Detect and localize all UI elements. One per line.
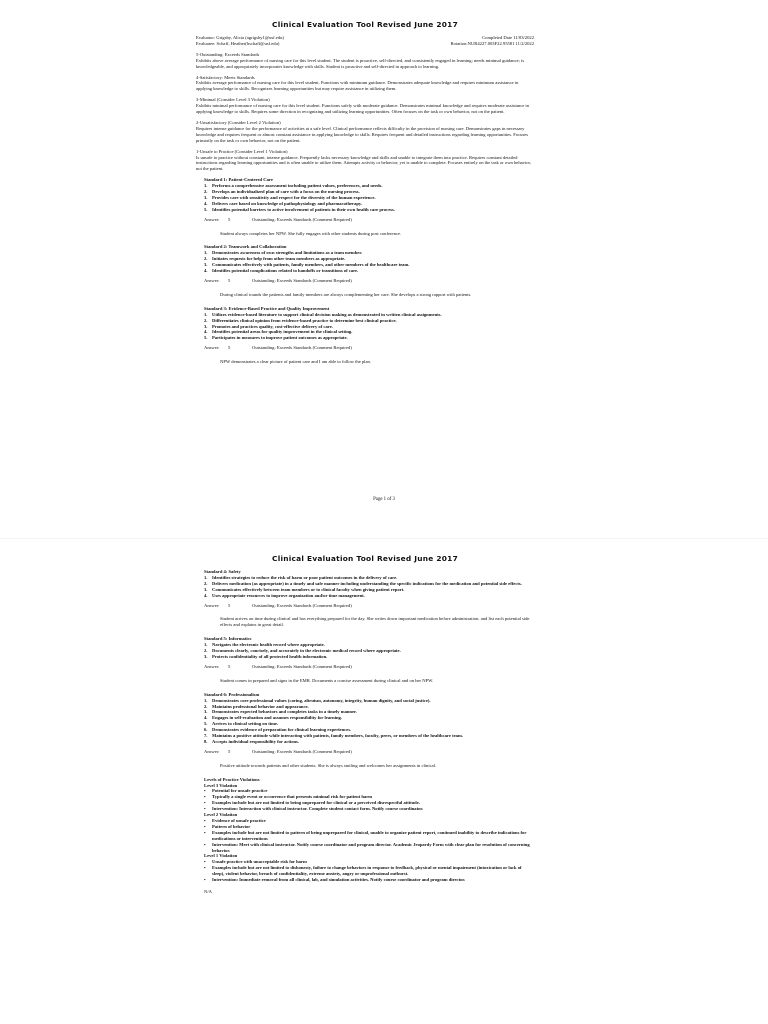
criterion-text: Accepts individual responsibility for actions. — [212, 738, 299, 744]
violation-bullet-text: Examples include but are not limited to dishonesty, failure to change behaviors in response to feedback, physical or mental impairment (intoxication or lack of sleep), violent behavior, breach of confidentiality, extreme anxiety, angry or unprofessional outburst. — [212, 865, 522, 877]
criterion-text: Uses appropriate resources to improve organization and/or time management. — [212, 592, 365, 598]
rating-scale-description: Exhibits average performance of nursing care for this level student. Functions with minimum guidance. Demonstrates adequate knowledge and requires minimum assistance in applying knowledge to skills. Recognizes learning opportunities but may require assistance in utilizing them. — [196, 80, 519, 92]
standard-block — [204, 306, 534, 365]
document-page-2 — [196, 554, 534, 895]
page-separator — [0, 538, 768, 539]
page-number: Page 1 of 3 — [373, 497, 395, 502]
rating-scale-heading: 4-Satisfactory: Meets Standards — [196, 74, 255, 80]
rating-scale-description: Is unsafe to practice without constant, intense guidance. Frequently lacks necessary knowledge and skills and unable to integrate them into practice. Requires constant detailed instructions regarding learning opportunities and is often unable to utilize them. Attempts activity or behavior, yet is unable to complete. Focuses entirely on the task or own behavior, not the patient. — [196, 154, 532, 172]
violation-level-heading: Level 1 Violation — [204, 853, 238, 859]
criterion-number: 5. — [204, 335, 208, 341]
bullet-icon: • — [204, 800, 206, 806]
criterion-text: Demonstrates expected behaviors and completes tasks in a timely manner. — [212, 709, 357, 715]
criterion-text: Identifies potential areas for quality improvement in the clinical setting. — [212, 329, 353, 335]
answer-label: Answer: — [204, 278, 220, 283]
answer-rating: Outstanding: Exceeds Standards (Comment Required) — [252, 345, 352, 351]
answer-row — [204, 664, 534, 670]
violation-bullet — [204, 877, 534, 883]
standard-title: Standard 2: Teamwork and Collaboration — [204, 244, 287, 250]
criterion-number: 1. — [204, 311, 208, 317]
rating-scale-heading: 2-Unsatisfactory (Consider Level 2 Violation) — [196, 119, 281, 125]
criterion-number: 2. — [204, 317, 208, 323]
bullet-icon: • — [204, 865, 206, 871]
rating-scale-description: Exhibits above average performance of nursing care for this level student. The student is proactive, self-directed, and consistently engaged in learning; needs minimal guidance; is knowledgeable, and appropriately incorporates knowledge with skills. Student is proactive and self-directed in approach to learning. — [196, 57, 525, 69]
final-answer: N/A — [204, 888, 212, 894]
violation-level-heading: Level 3 Violation — [204, 782, 238, 788]
answer-value: 5 — [228, 748, 231, 754]
evaluator-comment: During clinical rounds the patients and family members are always complementing her care. She develops a strong rapport with patients. — [220, 291, 472, 297]
rating-scale-entry — [196, 75, 534, 93]
standards-section-page-1 — [196, 177, 534, 365]
answer-label: Answer: — [204, 216, 220, 222]
answer-value: 5 — [228, 216, 231, 222]
criterion-number: 1. — [204, 574, 208, 580]
criterion-number: 8. — [204, 738, 208, 744]
standard-criteria-list — [204, 250, 534, 274]
criterion-text: Develops an individualized plan of care with a focus on the nursing process. — [212, 189, 360, 195]
violation-bullet — [204, 865, 534, 877]
criterion-text: Identifies strategies to reduce the risk of harm or poor patient outcomes in the delivery of care. — [212, 574, 398, 580]
rating-scale-entry — [196, 149, 534, 173]
bullet-icon: • — [204, 877, 206, 883]
standard-title: Standard 5: Informatics — [204, 636, 252, 642]
answer-row — [204, 217, 534, 223]
standard-criteria-list — [204, 575, 534, 599]
bullet-icon: • — [204, 794, 206, 800]
evaluator-comment: Student comes in prepared and signs in the EMR. Documents a concise assessment during clinical and on her NPW. — [220, 677, 434, 683]
criterion-number: 7. — [204, 733, 208, 739]
criterion-text: Maintains professional behavior and appearance. — [212, 703, 309, 709]
standard-block — [204, 692, 534, 769]
criterion-number: 2. — [204, 580, 208, 586]
criterion-item — [204, 593, 534, 599]
criterion-text: Delivers medication (as appropriate) in a timely and safe manner including understanding the specific indications for the medication and potential side effects. — [212, 580, 522, 586]
violations-section — [204, 777, 534, 895]
answer-label: Answer: — [204, 345, 220, 351]
violation-bullets — [204, 818, 534, 853]
standard-title: Standard 6: Professionalism — [204, 691, 260, 697]
criterion-number: 4. — [204, 329, 208, 335]
criterion-number: 4. — [204, 592, 208, 598]
violation-bullet-text: Evidence of unsafe practice — [212, 818, 266, 823]
criterion-number: 4. — [204, 268, 208, 274]
criterion-number: 3. — [204, 262, 208, 268]
violations-heading: Levels of Practice Violations — [204, 776, 260, 782]
criterion-text: Protects confidentiality of all protected health information. — [212, 653, 328, 659]
answer-value: 5 — [228, 345, 231, 351]
bullet-icon: • — [204, 788, 206, 794]
answer-row — [204, 603, 534, 609]
criterion-text: Differentiates clinical opinion from evidence-based practice to determine best clinical practice. — [212, 317, 397, 323]
document-page-1 — [196, 20, 534, 373]
criterion-text: Participates in measures to improve patient outcomes as appropriate. — [212, 335, 348, 341]
criterion-number: 5. — [204, 721, 208, 727]
answer-rating: Outstanding: Exceeds Standards (Comment Required) — [252, 216, 352, 222]
standard-title: Standard 4: Safety — [204, 569, 241, 574]
criterion-text: Navigates the electronic health record where appropriate. — [212, 642, 325, 648]
criterion-text: Utilizes evidence-based literature to support clinical decision making as demonstrated in written clinical assignments. — [212, 311, 442, 317]
bullet-icon: • — [204, 841, 206, 847]
standard-block — [204, 569, 534, 628]
rating-scale-entry — [196, 120, 534, 144]
evaluator-comment: Student arrives on time during clinical and has everything prepared for the day. She writes down important medication before administration. and list each potential side effects and explains in great detail. — [220, 616, 530, 628]
violation-bullet-text: Intervention: Immediate removal from all clinical, lab, and simulation activities. Notify course coordinator and program director. — [212, 877, 466, 883]
answer-row — [204, 749, 534, 755]
criterion-item — [204, 654, 534, 660]
evaluatee-info: Evaluatee: Schaff, Heather(hschaff@usf.edu) — [196, 40, 280, 46]
standard-block — [204, 177, 534, 236]
criterion-text: Demonstrates evidence of preparation for clinical learning experiences. — [212, 727, 352, 733]
bullet-icon: • — [204, 859, 206, 865]
criterion-number: 6. — [204, 727, 208, 733]
standard-block — [204, 636, 534, 683]
criterion-text: Initiates requests for help from other team members as appropriate. — [212, 256, 346, 262]
evaluator-comment: NPW demonstrates a clear picture of patient care and I am able to follow the plan. — [220, 359, 371, 365]
criterion-number: 1. — [204, 250, 208, 256]
criterion-item — [204, 739, 534, 745]
violation-bullet-text: Intervention: Meet with clinical instructor. Notify course coordinator and program director. Academic Jeopardy Form with clear plan for resolution of concerning behavior. — [212, 841, 530, 853]
standard-criteria-list — [204, 312, 534, 342]
evaluator-comment: Student always completes her NPW. She fully engages with other students during post conference. — [220, 230, 402, 236]
criterion-number: 2. — [204, 703, 208, 709]
criterion-number: 3. — [204, 323, 208, 329]
rating-scale-entry — [196, 97, 534, 115]
violation-bullet-text: Pattern of behavior — [212, 823, 251, 829]
violation-bullet-text: Examples include but are not limited to pattern of being unprepared for clinical, unable to organize patient report, continued inability to describe indications for medications or interventions — [212, 829, 527, 841]
violation-bullet — [204, 830, 534, 842]
standard-block — [204, 244, 534, 297]
violation-bullet-text: Intervention: Interaction with clinical instructor. Complete student contact form. Notify course coordinator. — [212, 806, 424, 812]
violation-bullet-text: Typically a single event or occurrence that presents minimal risk for patient harm — [212, 794, 373, 800]
bullet-icon: • — [204, 829, 206, 835]
criterion-text: Promotes and practices quality, cost-effective delivery of care. — [212, 323, 333, 329]
evaluator-info: Evaluator: Grigsby, Alicia (agrigsby1@usf.edu) — [196, 35, 285, 40]
answer-value: 5 — [228, 602, 231, 608]
answer-rating: Outstanding: Exceeds Standards (Comment Required) — [252, 278, 352, 283]
criterion-number: 2. — [204, 256, 208, 262]
criterion-number: 3. — [204, 194, 208, 200]
document-title-page-2: Clinical Evaluation Tool Revised June 2017 — [272, 554, 458, 563]
criterion-number: 1. — [204, 183, 208, 189]
criterion-number: 3. — [204, 653, 208, 659]
criterion-item — [204, 335, 534, 341]
criterion-number: 3. — [204, 586, 208, 592]
bullet-icon: • — [204, 823, 206, 829]
answer-row — [204, 345, 534, 351]
rating-scale-description: Exhibits minimal performance of nursing care for this level student. Functions safely with moderate guidance. Demonstrates minimal knowledge and requires moderate assistance in applying knowledge to skills. Requires some direction in recognizing and utilizing learning opportunities. Often focuses on the task or own behavior, not on the patient. — [196, 103, 529, 115]
evaluator-comment: Positive attitude towards patients and other students. She is always smiling and welcomes her assignments in clinical. — [220, 762, 437, 768]
criterion-text: Provides care with sensitivity and respect for the diversity of the human experience. — [212, 194, 376, 200]
criterion-number: 3. — [204, 709, 208, 715]
violation-bullet-text: Examples include but are not limited to being unprepared for clinical or a perceived disrespectful attitude. — [212, 800, 420, 806]
standard-criteria-list — [204, 642, 534, 660]
answer-label: Answer: — [204, 602, 220, 608]
rating-scale-heading: 1-Unsafe to Practice (Consider Level 1 Violation) — [196, 148, 288, 154]
criterion-text: Documents clearly, concisely, and accurately in the electronic medical record where appropriate. — [212, 648, 401, 654]
answer-rating: Outstanding: Exceeds Standards (Comment Required) — [252, 602, 352, 608]
rating-scale-heading: 3-Minimal (Consider Level 3 Violation) — [196, 97, 270, 103]
criterion-item — [204, 268, 534, 274]
answer-rating: Outstanding: Exceeds Standards (Comment Required) — [252, 663, 352, 669]
violation-level-heading: Level 2 Violation — [204, 812, 238, 818]
violations-list — [204, 783, 534, 883]
criterion-text: Communicates effectively with patients, family members, and other members of the healthcare team. — [212, 262, 410, 268]
criterion-text: Demonstrates core professional values (caring, altruism, autonomy, integrity, human dignity, and social justice). — [212, 697, 431, 703]
criterion-item — [204, 207, 534, 213]
rating-scale-entry — [196, 52, 534, 70]
criterion-number: 2. — [204, 648, 208, 654]
criterion-number: 4. — [204, 200, 208, 206]
criterion-number: 5. — [204, 206, 208, 212]
standard-criteria-list — [204, 698, 534, 745]
criterion-text: Arrives to clinical setting on time. — [212, 721, 279, 727]
answer-label: Answer: — [204, 748, 220, 754]
answer-label: Answer: — [204, 663, 220, 669]
standard-title: Standard 1: Patient-Centered Care — [204, 177, 273, 183]
completed-date: Completed Date 11/03/2022 — [482, 35, 534, 40]
violation-bullets — [204, 788, 534, 812]
criterion-text: Performs a comprehensive assessment including patient values, preferences, and needs. — [212, 183, 383, 189]
bullet-icon: • — [204, 806, 206, 812]
rating-scale — [196, 52, 534, 177]
criterion-number: 4. — [204, 715, 208, 721]
criterion-text: Demonstrates awareness of own strengths and limitations as a team member. — [212, 250, 363, 256]
criterion-number: 2. — [204, 189, 208, 195]
answer-row — [204, 278, 534, 284]
standard-criteria-list — [204, 183, 534, 213]
standards-section-page-2 — [196, 569, 534, 769]
violation-bullet-text: Potential for unsafe practice — [212, 788, 268, 794]
answer-rating: Outstanding: Exceeds Standards (Comment Required) — [252, 748, 352, 754]
violation-bullet — [204, 842, 534, 854]
answer-value: 5 — [228, 278, 231, 283]
criterion-text: Communicates effectively between team members or to clinical faculty when giving patient report. — [212, 586, 405, 592]
rotation-info: Rotation:NUR4227.003F22.95581 11/2/2022 — [450, 40, 534, 46]
criterion-text: Identifies potential complications related to handoffs or transitions of care. — [212, 268, 359, 274]
violation-bullets — [204, 859, 534, 883]
criterion-number: 1. — [204, 642, 208, 648]
criterion-text: Maintains a positive attitude while interacting with patients, family members, faculty, peers, or members of the healthcare team. — [212, 733, 463, 739]
criterion-text: Delivers care based on knowledge of pathophysiology and pharmacotherapy. — [212, 200, 363, 206]
bullet-icon: • — [204, 818, 206, 823]
criterion-text: Identifies potential barriers to active involvement of patients in their own health care process. — [212, 206, 395, 212]
violation-bullet-text: Unsafe practice with unacceptable risk for harm — [212, 859, 307, 865]
document-title: Clinical Evaluation Tool Revised June 2017 — [272, 20, 458, 29]
criterion-text: Engages in self-evaluation and assumes responsibility for learning. — [212, 715, 343, 721]
rating-scale-heading: 5-Outstanding: Exceeds Standards — [196, 51, 260, 57]
rating-scale-description: Requires intense guidance for the performance of activities at a safe level. Clinical performance reflects difficulty in the provision of nursing care. Demonstrates gaps in necessary knowledge and requires frequent or almost constant assistance in applying knowledge to skills. Requires frequent and detailed instructions regarding learning opportunities. Focuses primarily on the task or own behavior, not on the patient. — [196, 125, 529, 143]
criterion-number: 1. — [204, 697, 208, 703]
answer-value: 5 — [228, 663, 231, 669]
standard-title: Standard 3: Evidence-Based Practice and Quality Improvement — [204, 305, 330, 311]
